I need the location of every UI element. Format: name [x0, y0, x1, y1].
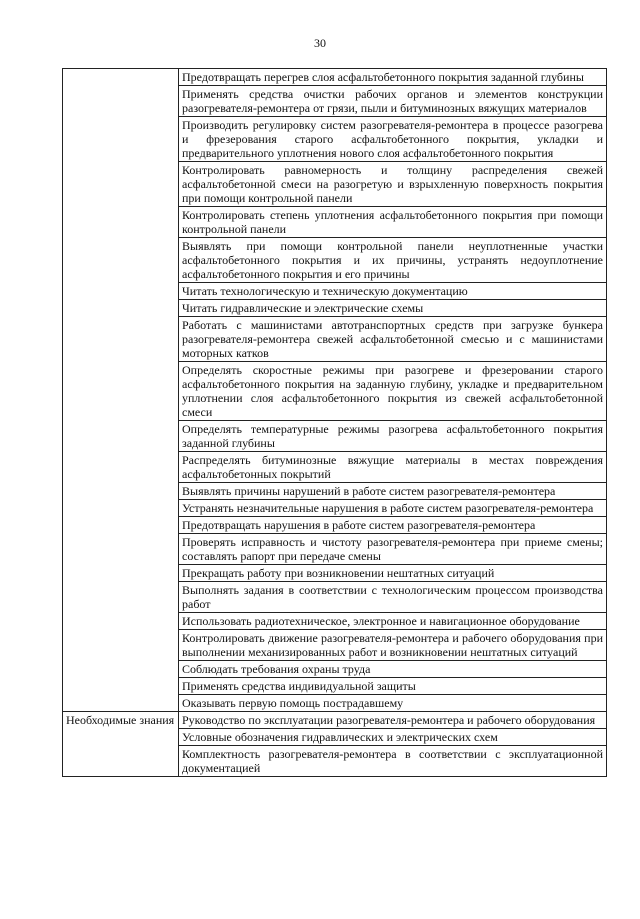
skill-item: Соблюдать требования охраны труда	[179, 661, 607, 678]
skill-item: Определять скоростные режимы при разогреве и фрезеровании старого асфальтобетонного покрытия на заданную глубину, укладке и предварительном уплотнении слоя асфальтобетонного покрытия из свежей асфальтобетонной смеси	[179, 362, 607, 421]
skill-item: Устранять незначительные нарушения в работе систем разогревателя-ремонтера	[179, 500, 607, 517]
skill-item: Прекращать работу при возникновении нештатных ситуаций	[179, 565, 607, 582]
skill-item: Выявлять при помощи контрольной панели неуплотненные участки асфальтобетонного покрытия и их причины, устранять недоуплотнение асфальтобетонного покрытия и его причины	[179, 238, 607, 283]
skill-item: Использовать радиотехническое, электронное и навигационное оборудование	[179, 613, 607, 630]
skill-item: Производить регулировку систем разогревателя-ремонтера в процессе разогрева и фрезерования старого асфальтобетонного покрытия, укладки и предварительного уплотнения нового слоя асфальтобетонного покрытия	[179, 117, 607, 162]
skill-item: Работать с машинистами автотранспортных средств при загрузке бункера разогревателя-ремонтера свежей асфальтобетонной смесью и с машинистами моторных катков	[179, 317, 607, 362]
knowledge-item: Комплектность разогревателя-ремонтера в соответствии с эксплуатационной документацией	[179, 746, 607, 777]
requirements-table	[62, 68, 607, 777]
skill-item: Читать гидравлические и электрические схемы	[179, 300, 607, 317]
skill-item: Читать технологическую и техническую документацию	[179, 283, 607, 300]
skill-item: Предотвращать нарушения в работе систем разогревателя-ремонтера	[179, 517, 607, 534]
table-row	[63, 712, 607, 729]
knowledge-item: Условные обозначения гидравлических и электрических схем	[179, 729, 607, 746]
skill-item: Выполнять задания в соответствии с технологическим процессом производства работ	[179, 582, 607, 613]
skill-item: Контролировать движение разогревателя-ремонтера и рабочего оборудования при выполнении механизированных работ и возникновении нештатных ситуаций	[179, 630, 607, 661]
skill-item: Применять средства индивидуальной защиты	[179, 678, 607, 695]
page-number: 30	[314, 36, 326, 50]
skill-item: Контролировать равномерность и толщину распределения свежей асфальтобетонной смеси на разогретую и взрыхленную поверхность покрытия при помощи контрольной панели	[179, 162, 607, 207]
skill-item: Применять средства очистки рабочих органов и элементов конструкции разогревателя-ремонтера от грязи, пыли и битуминозных вяжущих материалов	[179, 86, 607, 117]
skill-item: Оказывать первую помощь пострадавшему	[179, 695, 607, 712]
skill-item: Предотвращать перегрев слоя асфальтобетонного покрытия заданной глубины	[179, 69, 607, 86]
table-row	[63, 69, 607, 86]
skill-item: Распределять битуминозные вяжущие материалы в местах повреждения асфальтобетонных покрытий	[179, 452, 607, 483]
skills-label-cell	[63, 69, 179, 712]
knowledge-item: Руководство по эксплуатации разогревателя-ремонтера и рабочего оборудования	[179, 712, 607, 729]
skill-item: Выявлять причины нарушений в работе систем разогревателя-ремонтера	[179, 483, 607, 500]
skill-item: Проверять исправность и чистоту разогревателя-ремонтера при приеме смены; составлять рапорт при передаче смены	[179, 534, 607, 565]
skill-item: Контролировать степень уплотнения асфальтобетонного покрытия при помощи контрольной панели	[179, 207, 607, 238]
skill-item: Определять температурные режимы разогрева асфальтобетонного покрытия заданной глубины	[179, 421, 607, 452]
knowledge-label: Необходимые знания	[63, 712, 179, 777]
